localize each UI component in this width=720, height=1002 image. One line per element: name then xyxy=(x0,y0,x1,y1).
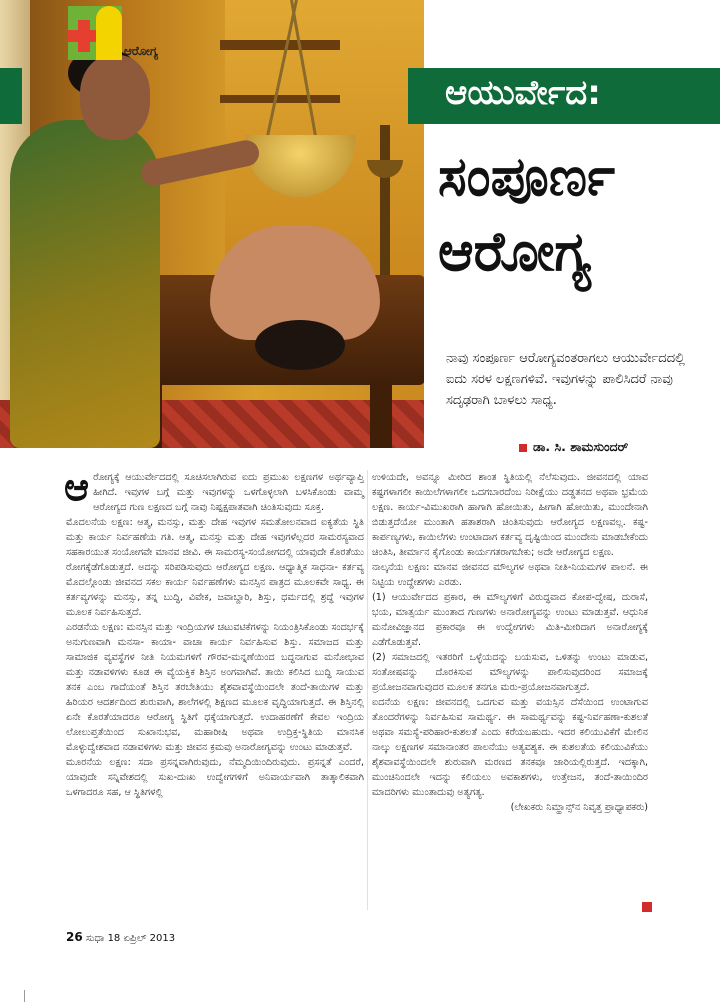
article-column-left xyxy=(64,465,364,800)
page-footer xyxy=(66,930,175,944)
table-leg xyxy=(370,380,392,448)
article-paragraph: (1) ಆಯುರ್ವೇದದ ಪ್ರಕಾರ, ಈ ಮೌಲ್ಯಗಳಿಗೆ ವಿರುದ್ಧವಾದ ಕೋಪ-ದ್ವೇಷ, ದುರಾಸೆ, ಭಯ, ಮಾತ್ಸರ್ಯ ಮುಂತಾದ ಗುಣಗಳು ಅನಾರೋಗ್ಯವನ್ನು ಉಂಟು ಮಾಡುತ್ತವೆ. ಆಧುನಿಕ ಮನೋವಿಜ್ಞಾನದ ಪ್ರಕಾರವೂ ಈ ಉದ್ವೇಗಗಳು ಮಿತಿ-ಮೀರಿದಾಗ ಅನಾರೋಗ್ಯಕ್ಕೆ ಎಡೆಗೊಡುತ್ತವೆ. xyxy=(372,592,648,648)
author-name: ಡಾ. ಸಿ. ಶಾಮಸುಂದರ್ xyxy=(533,439,629,454)
page-number: 26 xyxy=(66,930,83,944)
drop-cap: ಆ xyxy=(64,465,90,509)
article-paragraph: ಐದನೆಯ ಲಕ್ಷಣ: ಜೀವನದಲ್ಲಿ ಒದಗುವ ಮತ್ತು ವಯಸ್ಸಿನ ದೆಸೆಯಿಂದ ಉಂಟಾಗುವ ತೊಂದರೆಗಳನ್ನು ನಿರ್ವಹಿಸುವ ಸಾಮರ್ಥ್ಯ. ಈ ಸಾಮರ್ಥ್ಯವನ್ನು ಕಷ್ಟ-ನಿರ್ವಹಣಾ-ಕುಶಲತೆ ಅಥವಾ ಸಮಸ್ಯೆ-ಪರಿಹಾರ-ಕುಶಲತೆ ಎಂದು ಕರೆಯಬಹುದು. ಇದರ ಕಲಿಯುವಿಕೆಗೆ ಮೇಲಿನ ನಾಲ್ಕು ಲಕ್ಷಣಗಳ ಸಮಾನಾಂತರ ಪಾಲನೆಯು ಅತ್ಯವಶ್ಯಕ. ಈ ಕುಶಲತೆಯ ಕಲಿಯುವಿಕೆಯು ಶೈಶವಾವಸ್ಥೆಯಿಂದಲೇ ಶುರುವಾಗಿ ಮರಣದ ತನಕವೂ ಜಾರಿಯಲ್ಲಿರುತ್ತದೆ. ಇದಕ್ಕಾಗಿ, ಮುಂಚಿನಿಂದಲೇ ಇದನ್ನು ಕಲಿಯಲು ಅವಕಾಶಗಳು, ಉತ್ತೇಜನ, ತಂದೆ-ತಾಯಿಂದಿರ ಮಾದರಿಗಳು ಮುಂತಾದುವು ಅತ್ಯಗತ್ಯ. xyxy=(372,697,648,798)
therapist-figure xyxy=(10,120,160,448)
brass-lamp xyxy=(380,125,390,275)
hero-photo xyxy=(0,0,424,448)
author-note: (ಲೇಖಕರು ನಿಮ್ಹಾನ್ಸ್‌ನ ನಿವೃತ್ತ ಪ್ರಾಧ್ಯಾಪಕರು) xyxy=(510,802,648,813)
headline-line-1: ಸಂಪೂರ್ಣ xyxy=(438,145,616,208)
end-mark-icon xyxy=(642,902,652,912)
headline-kicker: ಆಯುರ್ವೇದ: xyxy=(445,73,601,113)
article-paragraph: (2) ಸಮಾಜದಲ್ಲಿ ಇತರರಿಗೆ ಒಳ್ಳೆಯದನ್ನು ಬಯಸುವ, ಒಳಿತನ್ನು ಉಂಟು ಮಾಡುವ, ಸಂತೋಷವನ್ನು ದೊರಕಿಸುವ ಮೌಲ್ಯಗಳನ್ನು ಪಾಲಿಸುವುದರಿಂದ ಸಮಾಜಕ್ಕೆ ಪ್ರಯೋಜನವಾಗುವುದರ ಮೂಲಕ ತನಗೂ ಮರು-ಪ್ರಯೋಜನವಾಗುತ್ತದೆ. xyxy=(372,652,648,693)
photo-shelf xyxy=(220,40,340,50)
byline xyxy=(519,439,628,455)
column-divider xyxy=(367,470,368,910)
magazine-name: ಸುಧಾ xyxy=(85,933,105,944)
crop-mark xyxy=(24,990,25,1002)
headline-line-2: ಆರೋಗ್ಯ xyxy=(438,220,592,283)
article-paragraph: ನಾಲ್ಕನೆಯ ಲಕ್ಷಣ: ಮಾನವ ಜೀವನದ ಮೌಲ್ಯಗಳ ಅಥವಾ ನೀತಿ-ನಿಯಮಗಳ ಪಾಲನೆ. ಈ ನಿಟ್ಟಿಯ ಉದ್ದೇಶಗಳು ಎರಡು. xyxy=(372,562,648,588)
article-paragraph: ಆರೋಗ್ಯಕ್ಕೆ ಆಯುರ್ವೇದದಲ್ಲಿ ಸೂಚಿಸಲಾಗಿರುವ ಐದು ಪ್ರಮುಖ ಲಕ್ಷಣಗಳ ಅರ್ಥವ್ಯಾಪ್ತಿ ಹೀಗಿದೆ. ಇವುಗಳ ಬಗ್ಗೆ ಮತ್ತು ಇವುಗಳನ್ನು ಒಳಗೊಳ್ಳಲಾಗಿ ಬಳಸಿಕೊಂಡು ವಾಮ್ಮ ಆರೋಗ್ಯದ ಗುಣ ಲಕ್ಷಣದ ಬಗ್ಗೆ ನಾವು ನಿಷ್ಪಕ್ಷಪಾತವಾಗಿ ಚಿಂತಿಸುವುದು ಸೂಕ್ತ. xyxy=(64,465,364,513)
health-section-logo-icon xyxy=(68,6,122,60)
photo-shelf-lower xyxy=(220,95,340,103)
article-paragraph: ಎರಡನೆಯ ಲಕ್ಷಣ: ಮನಸ್ಸಿನ ಮತ್ತು ಇಂದ್ರಿಯಗಳ ಚಟುವಟಿಕೆಗಳನ್ನು ನಿಯಂತ್ರಿಸಿಕೊಂಡು ಸಂದರ್ಭಕ್ಕೆ ಅನುಗುಣವಾಗಿ ಮನಸಾ- ಕಾಯಾ- ವಾಚಾ ಕಾರ್ಯ ನಿರ್ವಹಿಸುವ ಶಿಸ್ತು. ಸಮಾಜದ ಮತ್ತು ಸಾಮಾಜಿಕ ವ್ಯವಸ್ಥೆಗಳ ನೀತಿ ನಿಯಮಗಳಿಗೆ ಗೌರವ-ಮನ್ನಣೆಯಿಂದ ಬದ್ಧನಾಗುವ ಮನೋಭಾವ ಮತ್ತು ನಡಾವಳಿಗಳು ಕೂಡ ಈ ವ್ಯೆಯಕ್ತಿಕ ಶಿಸ್ತಿನ ಅಂಗವಾಗಿವೆ. ತಾಯಿ ಕಲಿಸಿದ ಬುದ್ಧಿ ಸಾಯುವ ತನಕ ಎಂಬ ಗಾದೆಯಂತೆ ಶಿಸ್ತಿನ ತರಬೇತಿಯು ಶೈಶವಾವಸ್ಥೆಯಿಂದಲೇ ತಂದೆ-ತಾಯಿಗಳ ಮತ್ತು ಹಿರಿಯರ ಆದರ್ಶದಿಂದ ಶುರುವಾಗಿ, ಶಾಲೆಗಳಲ್ಲಿ ಶಿಕ್ಷಣದ ಮೂಲಕ ವೃದ್ಧಿಯಾಗುತ್ತದೆ. ಈ ಶಿಸ್ತಿನಲ್ಲಿ ಏನೇ ಕೊರತೆಯಾದರೂ ಆರೋಗ್ಯ ಸ್ಥಿತಿಗೆ ಧಕ್ಕೆಯಾಗುತ್ತದೆ. ಉದಾಹರಣೆಗೆ ಕೇವಲ ಇಂದ್ರಿಯ ಲೋಲುಪ್ತತೆಯಿಂದ ಸುಖಾನುಭವ, ಮಹಾರೀಷಿ ಅಥವಾ ಉದ್ರಿಕ್ತ-ಸ್ಥಿತಿಯ ಮಾನಸಿಕ ಮೊಳ್ಳುದ್ವೇಶವಾದ ನಡಾವಳಿಗಳು ಮತ್ತು ಜೀವನ ಕ್ರಮವು ಅನಾರೋಗ್ಯವನ್ನು ಉಂಟು ಮಾಡುತ್ತವೆ. xyxy=(66,622,364,753)
therapist-head xyxy=(80,55,150,140)
article-paragraph: ಮೊದಲನೆಯ ಲಕ್ಷಣ: ಆತ್ಮ, ಮನಸ್ಸು, ಮತ್ತು ದೇಹ ಇವುಗಳ ಸಮತೋಲನವಾದ ಐಕ್ಯತೆಯ ಸ್ಥಿತಿ ಮತ್ತು ಕಾರ್ಯ ನಿರ್ವಹಣೆಯ ಗತಿ. ಆತ್ಮ, ಮನಸ್ಸು ಮತ್ತು ದೇಹ ಇವುಗಳೆಲ್ಲದರ ಸಾಮರಸ್ಯವಾದ ಸಹಕಾರಯುತ ಸಂಯೋಗವೇ ಮಾನವ ಜೀವಿ. ಈ ಸಾಮರಸ್ಯ-ಸಂಯೋಗದಲ್ಲಿ ಯಾವುದೇ ಕೊರತೆಯು ರೋಗಕ್ಕೆಡೆಗೊಡುತ್ತದೆ. ಅದನ್ನು ಸರಿಪಡಿಸುವುದು ಆರೋಗ್ಯದ ಲಕ್ಷಣ. ಆಧ್ಯಾತ್ಮಿಕ ಸಾಧನಾ- ಕರ್ತವ್ಯ ಮೊದಲ್ಗೊಂಡು ಜೀವನದ ಸಕಲ ಕಾರ್ಯ ನಿರ್ವಹಣೆಗಳು ಮನಸ್ಸಿನ ಪಾತ್ರದ ಮೂಲಕವೇ ಸಾಧ್ಯ. ಈ ಕರ್ತವ್ಯಗಳನ್ನು ಮನಸ್ಸು, ತನ್ನ ಬುದ್ಧಿ, ವಿವೇಕ, ಜವಾಬ್ದಾರಿ, ಶಿಸ್ತು, ಧರ್ಮದಲ್ಲಿ ಶ್ರದ್ಧೆ ಇವುಗಳ ಮೂಲಕ ನಿರ್ವಹಿಸುತ್ತದೆ. xyxy=(66,517,364,618)
intro-text: ನಾವು ಸಂಪೂರ್ಣ ಆರೋಗ್ಯವಂತರಾಗಲು ಆಯುರ್ವೇದದಲ್ಲಿ ಐದು ಸರಳ ಲಕ್ಷಣಗಳಿವೆ. ಇವುಗಳನ್ನು ಪಾಲಿಸಿದರೆ ನಾವು ಸದೃಢರಾಗಿ ಬಾಳಲು ಸಾಧ್ಯ. xyxy=(446,351,685,408)
patient-hair xyxy=(255,320,345,370)
article-column-right xyxy=(372,470,648,815)
article-paragraph: ಮೂರನೆಯ ಲಕ್ಷಣ: ಸದಾ ಪ್ರಸನ್ನವಾಗಿರುವುದು, ನೆಮ್ಮದಿಯಿಂದಿರುವುದು. ಪ್ರಸನ್ನತೆ ಎಂದರೆ, ಯಾವುದೇ ಸನ್ನಿವೇಶದಲ್ಲಿ ಸುಖ-ದುಃಖ ಉದ್ವೇಗಗಳಿಗೆ ಅನಿವಾರ್ಯವಾಗಿ ತಾತ್ಕಾಲಿಕವಾಗಿ ಒಳಗಾದರೂ ಸಹ, ಆ ಸ್ಥಿತಿಗಳಲ್ಲಿ xyxy=(66,757,364,798)
green-accent-bar xyxy=(0,68,22,124)
article-paragraph: ಉಳಿಯದೇ, ಅವನ್ನೂ ಮೀರಿದ ಶಾಂತ ಸ್ಥಿತಿಯಲ್ಲಿ ನೆಲೆಸುವುದು. ಜೀವನದಲ್ಲಿ ಯಾವ ಕಷ್ಟಗಳಾಗಲೀ ಕಾಯಿಲೆಗಳಾಗಲೀ ಒದಗಬಾರದೆಂಬ ನಿರೀಕ್ಷೆಯು ದಡ್ಡತನದ ಅಥವಾ ಭ್ರಮೆಯ ಲಕ್ಷಣ. ಕಾರ್ಯ-ವಿಮುಖರಾಗಿ ಹಾಗಾಗಿ ಹೋಯಿತು, ಹೀಗಾಗಿ ಹೋಯಿತು, ಮುಂದೇನಾಗಿ ಬಿಡುತ್ತದೆಯೋ ಮುಂತಾಗಿ ಹತಾಶರಾಗಿ ಚಿಂತಿಸುವುದು ಆರೋಗ್ಯದ ಲಕ್ಷಣವಲ್ಲ. ಕಷ್ಟ-ಕಾರ್ಪಣ್ಯಗಳು, ಕಾಯಿಲೆಗಳು ಉಂಟಾದಾಗ ಕರ್ತವ್ಯ ದೃಷ್ಟಿಯಿಂದ ಮುಂದೇನು ಮಾಡಬೇಕೆಂದು ಚಿಂತಿಸಿ, ತೀರ್ಮಾನ ಕೈಗೊಂಡು ಕಾರ್ಯಗತರಾಗಬೇಕು; ಅದೇ ಆರೋಗ್ಯದ ಲಕ್ಷಣ. xyxy=(372,472,648,558)
byline-marker-icon xyxy=(519,444,527,452)
intro-deck xyxy=(446,348,708,411)
section-label: ಆರೋಗ್ಯ xyxy=(124,44,159,58)
issue-date: 18 ಏಪ್ರಿಲ್ 2013 xyxy=(107,933,176,944)
